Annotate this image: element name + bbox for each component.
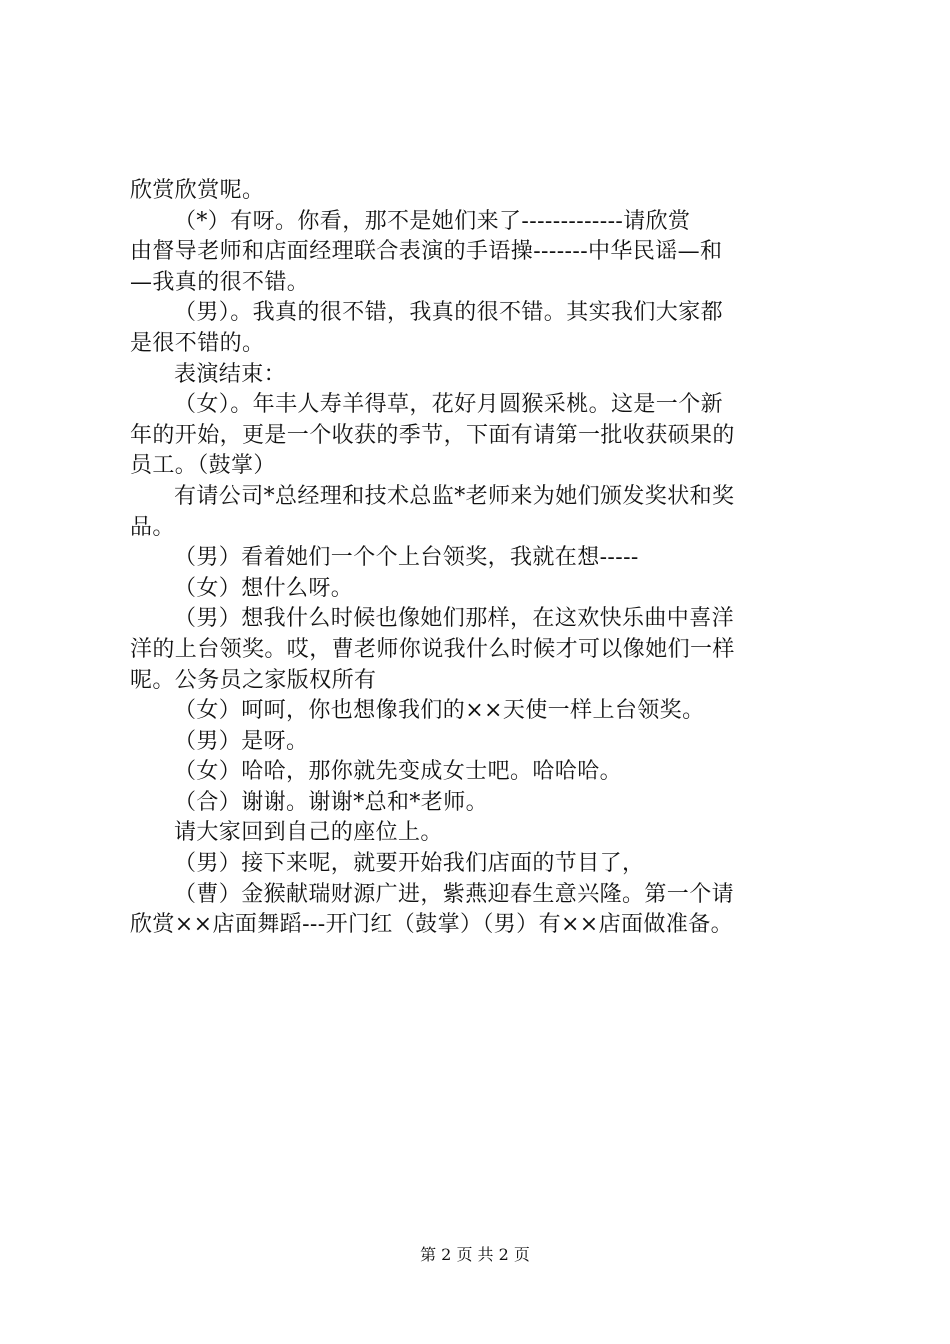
- text-line: （女）哈哈，那你就先变成女士吧。哈哈哈。: [174, 759, 623, 785]
- text-line: （男）想我什么时候也像她们那样，在这欢快乐曲中喜洋: [174, 606, 735, 632]
- text-line: （男）看着她们一个个上台领奖，我就在想-----: [174, 545, 639, 571]
- text-line: 欣赏××店面舞蹈---开门红（鼓掌）（男）有××店面做准备。: [130, 912, 734, 938]
- text-line: （女）呵呵，你也想像我们的××天使一样上台领奖。: [174, 698, 705, 724]
- text-line: 品。: [130, 514, 175, 540]
- text-line: （男）接下来呢，就要开始我们店面的节目了，: [174, 851, 645, 877]
- text-line: 有请公司*总经理和技术总监*老师来为她们颁发奖状和奖: [174, 483, 735, 509]
- text-line: （男）是呀。: [174, 728, 309, 754]
- text-line: 请大家回到自己的座位上。: [174, 820, 443, 846]
- text-line: （女）想什么呀。: [174, 575, 354, 601]
- text-line: 洋的上台领奖。哎，曹老师你说我什么时候才可以像她们一样: [130, 636, 735, 662]
- text-line: 由督导老师和店面经理联合表演的手语操-------中华民谣—和: [130, 239, 723, 265]
- text-line: 员工。（鼓掌）: [130, 453, 276, 479]
- text-line: （曹）金猴献瑞财源广进，紫燕迎春生意兴隆。第一个请: [174, 881, 735, 907]
- text-line: （合）谢谢。谢谢*总和*老师。: [174, 789, 489, 815]
- text-line: 是很不错的。: [130, 330, 265, 356]
- text-line: 表演结束：: [174, 361, 287, 387]
- text-line: —我真的很不错。: [130, 269, 310, 295]
- text-line: 欣赏欣赏呢。: [130, 178, 265, 203]
- document-body: [130, 176, 860, 941]
- text-line: 呢。公务员之家版权所有: [130, 667, 377, 693]
- text-line: （男）。我真的很不错，我真的很不错。其实我们大家都: [174, 300, 724, 326]
- text-line: （女）。年丰人寿羊得草，花好月圆猴采桃。这是一个新: [174, 392, 724, 418]
- text-line: 年的开始，更是一个收获的季节，下面有请第一批收获硕果的: [130, 422, 735, 448]
- text-line: （*）有呀。你看，那不是她们来了-------------请欣赏: [174, 208, 691, 234]
- page-footer: 第 2 页 共 2 页: [420, 1245, 530, 1264]
